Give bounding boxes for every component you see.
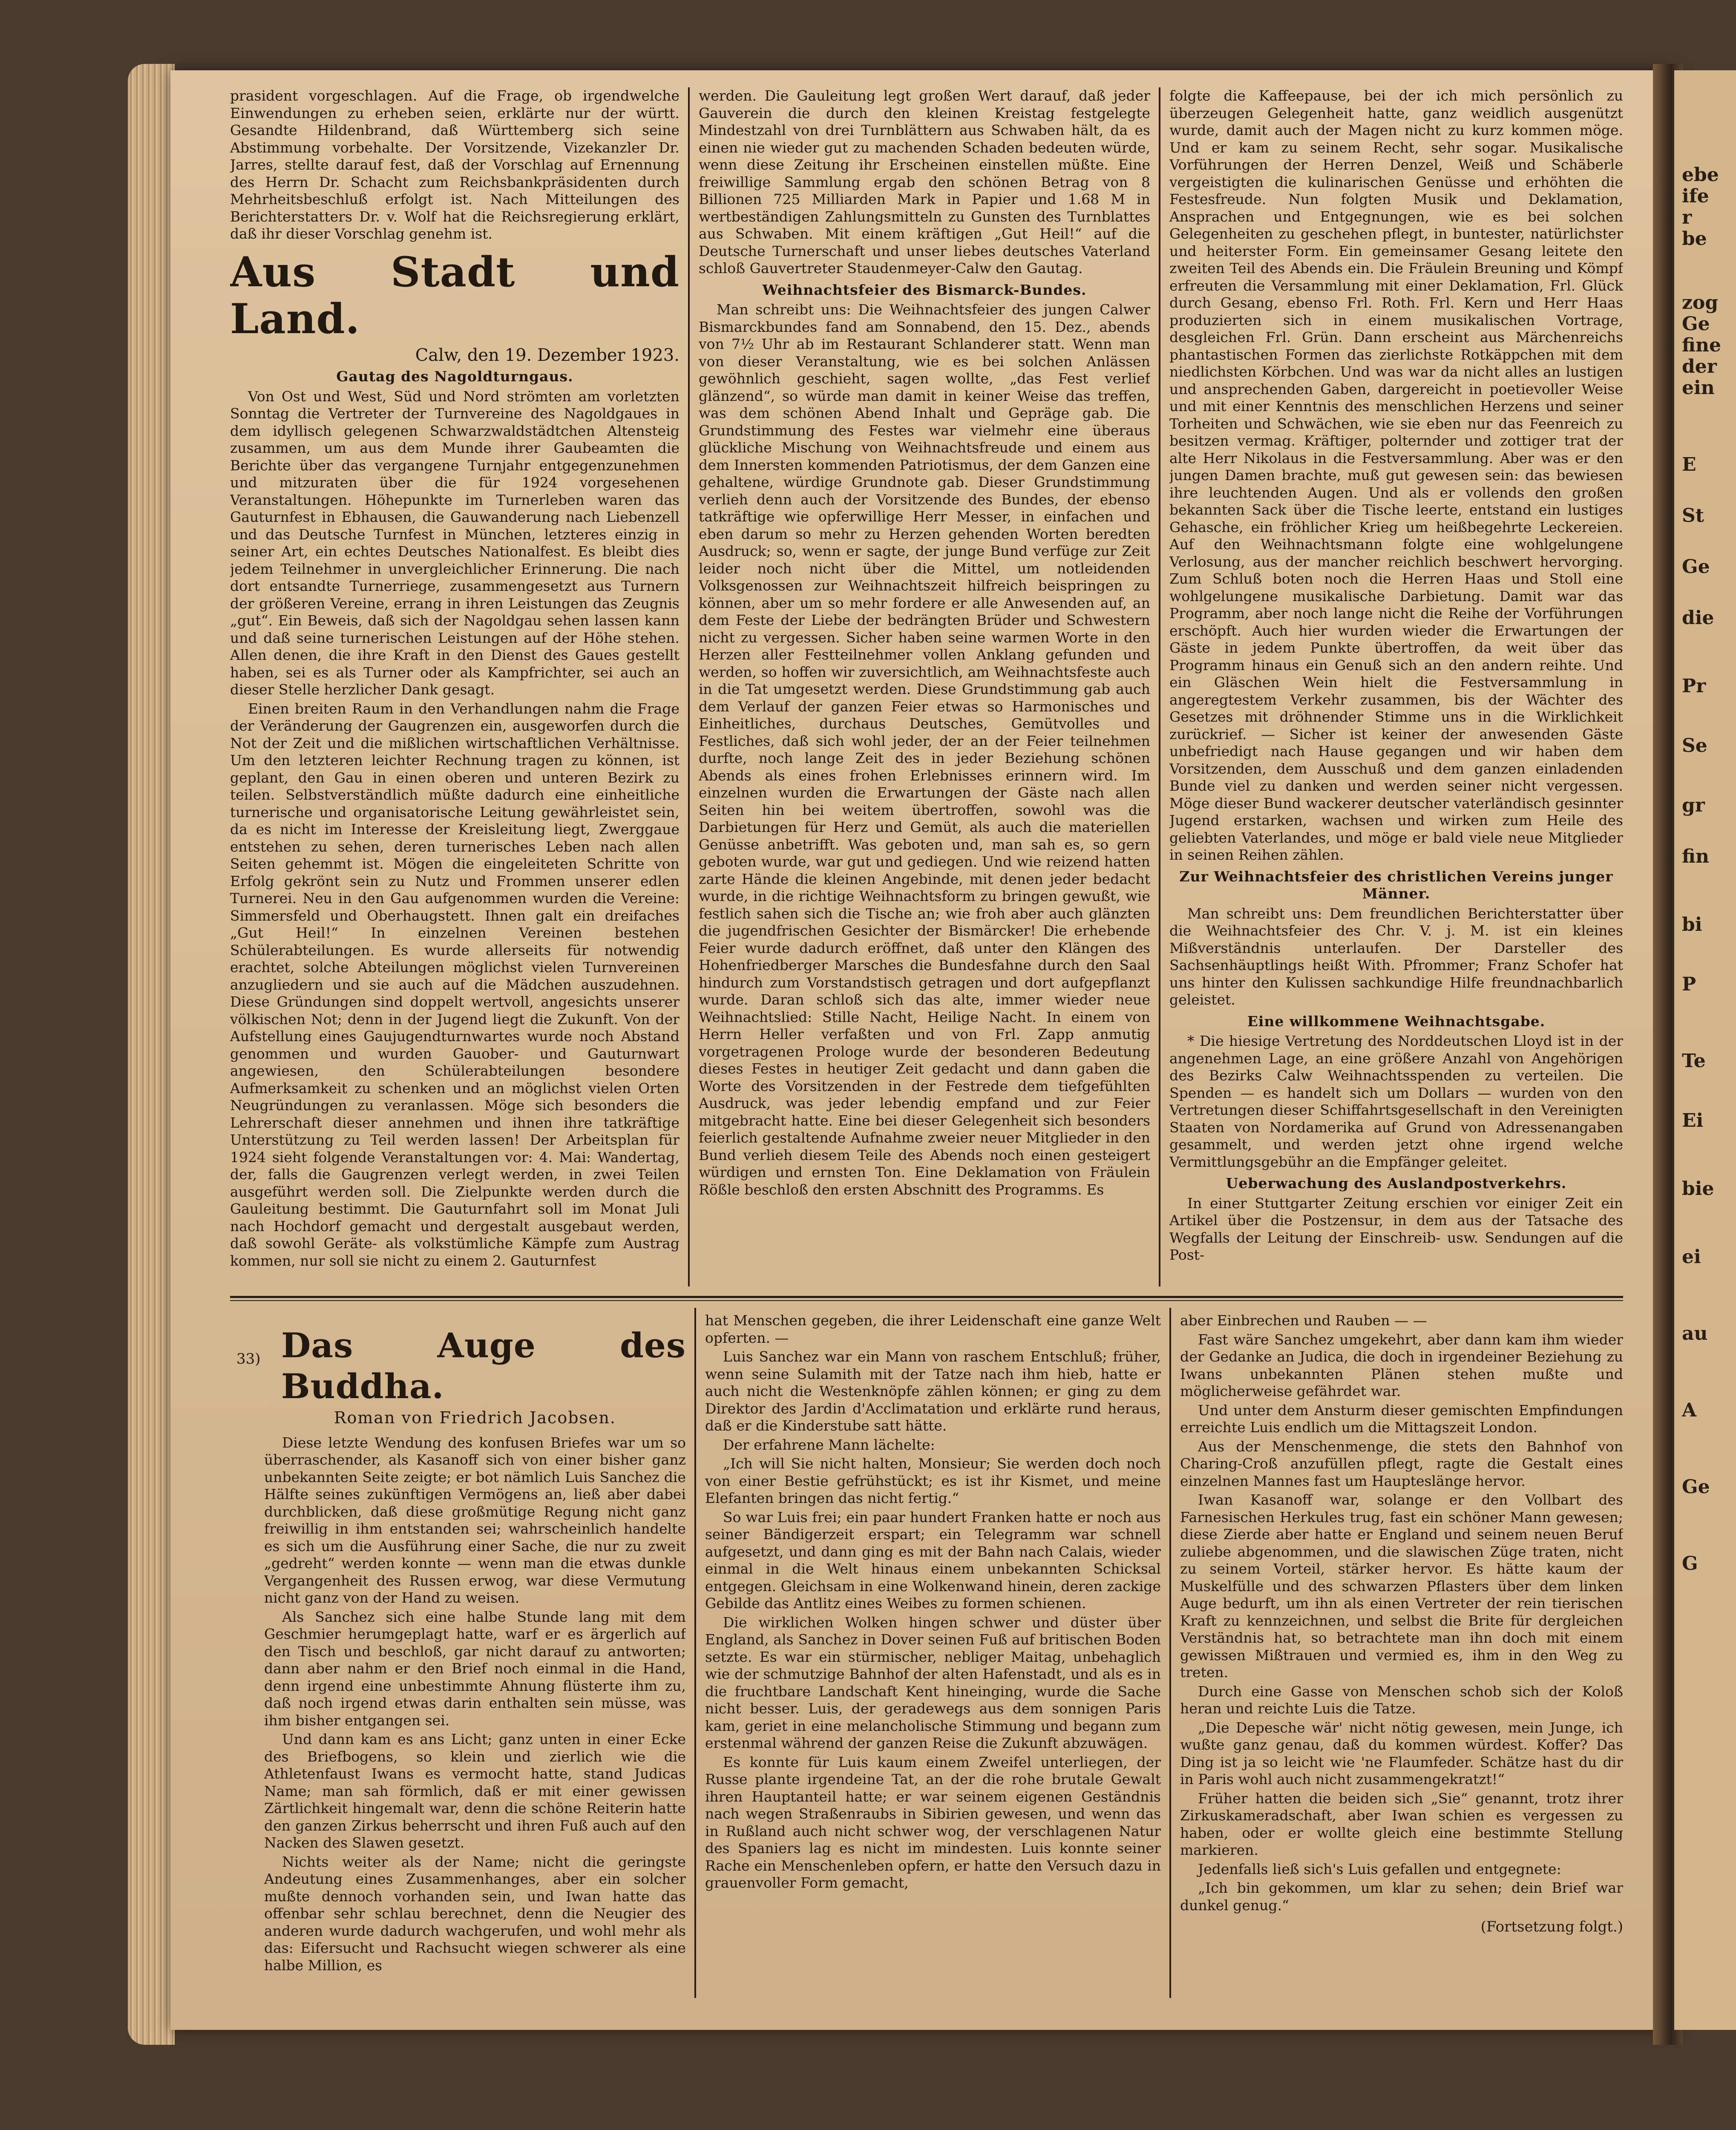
top-column-3 [1169, 87, 1623, 1291]
article-continuation: folgte die Kaffeepause, bei der ich mich persönlich zu überzeugen Gelegenheit hatte, ganz weidlich ausgenützt wurde, damit auch der Magen nicht zu kurz kommen möge. Und er kam zu seinem Recht, sehr sogar. Musikalische Vorführungen der Herren Denzel, Weiß und Schäberle vergeistigten die kulinarischen Genüsse und erhöhten die Festesfreude. Nun folgten Musik und Deklamation, Ansprachen und Entgegnungen, wie es bei solchen Gelegenheiten zu geschehen pflegt, in buntester, natürlichster und heiterster Form. Ein gemeinsamer Gesang leitete den zweiten Teil des Abends ein. Die Fräulein Breuning und Kömpf erfreuten die Versammlung mit einer Deklamation, Frl. Glück durch Gesang, ebenso Frl. Roth. Frl. Kern und Herr Haas produzierten sich in einem musikalischen Vortrage, desgleichen Frl. Grün. Dann erscheint aus Märchenreichs phantastischen Formen das zierlichste Rotkäppchen mit dem niedlichsten Körbchen. Und was war da nicht alles an lustigen und ansprechenden Gaben, dargereicht in poetievoller Weise und mit einer Kenntnis des menschlichen Herzens und seiner Torheiten und Schwächen, wie sie eben nur das Feenreich zu besitzen vermag. Kräftiger, polternder und zottiger trat der alte Herr Nikolaus in die Festversammlung. Aber was er den jungen Damen brachte, muß gut gewesen sein: das bewiesen ihre leuchtenden Augen. Und als er vollends den großen bekannten Sack über die Tische leerte, entstand ein lustiges Gehasche, ein fröhlicher Krieg um heißbegehrte Leckereien. Auf den Weihnachtsmann folgte eine wohlgelungene Verlosung, aus der mancher reichlich beschwert hervorging. Zum Schluß boten noch die Herren Haas und Stoll eine wohlgelungene musikalische Darbietung. Damit war das Programm, aber noch lange nicht die Reihe der Vorführungen erschöpft. Auch hier wurden wieder die Erwartungen der Gäste in jedem Punkte übertroffen, da weit über das Programm hinaus ein Genuß sich an den andern reihte. Und ein Gläschen Wein hielt die Festversammlung in angeregtestem Verkehr zusammen, bis der Wächter des Gesetzes mit dröhnender Stimme uns in die Wirklichkeit zurückrief. — Sicher ist keiner der anwesenden Gäste unbefriedigt nach Hause gegangen und wir haben dem Vorsitzenden, dem Ausschuß und dem ganzen einladenden Bunde viel zu danken und werden seiner nicht vergessen. Möge dieser Bund wackerer deutscher vaterländisch gesinnter Jugend erstarken, wachsen und wirken zum Heile des geliebten Vaterlandes, und möge er bald viele neue Mitglieder in seinen Reihen zählen. [1169, 87, 1623, 863]
novel-paragraph: Die wirklichen Wolken hingen schwer und düster über England, als Sanchez in Dover seinen Fuß auf britischen Boden setzte. Es war ein stürmischer, nebliger Maitag, unbehaglich wie der schmutzige Bahnhof der alten Hafenstadt, und als es in die fruchtbare Landschaft Kent hineinging, wurde die Sache nicht besser. Luis, der geradewegs aus dem sonnigen Paris kam, geriet in eine melancholische Stimmung und begann zum erstenmal während der ganzen Reise die Zukunft abzuwägen. [705, 1614, 1161, 1751]
next-page-text-fragment: bie [1682, 1178, 1714, 1200]
novel-paragraph: Als Sanchez sich eine halbe Stunde lang mit dem Geschmier herumgeplagt hatte, warf er es ärgerlich auf den Tisch und beschloß, gar nicht darauf zu antworten; dann aber nahm er den Brief noch einmal in die Hand, denn irgend eine unbestimmte Ahnung flüsterte ihm zu, daß noch irgend etwas darin enthalten sein müsse, was ihm bisher entgangen sei. [264, 1608, 686, 1729]
adjacent-page-fragment [1674, 70, 1736, 2030]
next-page-text-fragment: au [1682, 1323, 1708, 1344]
serial-column-3 [1180, 1312, 1623, 1998]
next-page-text-fragment: P [1682, 973, 1696, 995]
novel-paragraph: Luis Sanchez war ein Mann von raschem Entschluß; früher, wenn seine Sulamith mit der Tatze nach ihm hieb, hatte er auch nicht die Westenknöpfe zählen können; er ging zu dem Direktor des Jardin d'Acclimatation und erklärte rund heraus, daß er die Kinderstube satt hätte. [705, 1348, 1161, 1434]
next-page-text-fragment: ebe [1682, 164, 1719, 186]
novel-paragraph: Diese letzte Wendung des konfusen Briefes war um so überraschender, als Kasanoff sich von einer bisher ganz unbekannten Seite zeigte; er bot nämlich Luis Sanchez die Hälfte seines zukünftigen Vermögens an, ließ aber dabei durchblicken, daß diese großmütige Regung nicht ganz freiwillig in ihm entstanden sei; wahrscheinlich handelte es sich um die Ausführung einer Sache, die nur zu zweit „gedreht“ werden konnte — wenn man die etwas dunkle Vergangenheit des Russen erwog, war diese Vermutung nicht ganz von der Hand zu weisen. [264, 1434, 686, 1606]
novel-paragraph: „Ich bin gekommen, um klar zu sehen; dein Brief war dunkel genug.“ [1180, 1880, 1623, 1914]
novel-paragraph: „Die Depesche wär' nicht nötig gewesen, mein Junge, ich wußte ganz genau, daß du kommen würdest. Koffer? Das Ding ist ja so leicht wie 'ne Flaumfeder. Schätze hast du dir in Paris wohl auch nicht zusammengekratzt!“ [1180, 1719, 1623, 1787]
article-paragraph: Man schreibt uns: Dem freundlichen Berichterstatter über die Weihnachtsfeier des Chr. V. j. M. ist ein kleines Mißverständnis unterlaufen. Der Darsteller des Sachsenhäuptlings heißt With. Pfrommer; Franz Schofer hat uns hinter den Kulissen sachkundige Hilfe freundnachbarlich geleistet. [1169, 905, 1623, 1008]
next-page-text-fragment: ei [1682, 1246, 1701, 1268]
section-heading: Aus Stadt und Land. [230, 248, 679, 343]
continuation-note: (Fortsetzung folgt.) [1480, 1918, 1623, 1935]
novel-paragraph: hat Menschen gegeben, die ihrer Leidenschaft eine ganze Welt opferten. — [705, 1312, 1161, 1346]
next-page-text-fragment: Ei [1682, 1110, 1704, 1131]
novel-paragraph: Iwan Kasanoff war, solange er den Vollbart des Farnesischen Herkules trug, fast ein schöner Mann gewesen; diese Zierde aber hatte er England und seinem neuen Beruf zuliebe abgenommen, und die slawischen Züge traten, nicht zu seinem Vorteil, stärker hervor. Es hätte kaum der Muskelfülle und des schwarzen Pflasters über dem linken Auge bedurft, um ihn als einen Vertreter der rein tierischen Kraft zu kennzeichnen, und selbst die Brite für dergleichen Verständnis hat, so betrachtete man ihn doch mit einem gewissen Mißtrauen und vermied es, ihm in den Weg zu treten. [1180, 1491, 1623, 1681]
top-column-1 [230, 87, 679, 1291]
novel-paragraph: Früher hatten die beiden sich „Sie“ genannt, trotz ihrer Zirkuskameradschaft, aber Iwan schien es vergessen zu haben, oder er wollte gleich eine bestimmte Stellung markieren. [1180, 1790, 1623, 1858]
article-paragraph: Einen breiten Raum in den Verhandlungen nahm die Frage der Veränderung der Gaugrenzen ein, ausgeworfen durch die Not der Zeit und die mißlichen wirtschaftlichen Verhältnisse. Um den letzteren leichter Rechnung tragen zu können, ist geplant, den Gau in einen oberen und unteren Bezirk zu teilen. Selbstverständlich müßte dadurch eine einheitliche turnerische und organisatorische Leitung gewährleistet sein, da es nicht im Interesse der Kreisleitung liegt, Zwerggaue entstehen zu sehen, deren turnerisches Leben nach allen Seiten gehemmt ist. Mögen die eingeleiteten Schritte von Erfolg gekrönt sein zu Nutz und Frommen unserer edlen Turnerei. Neu in den Gau aufgenommen wurden die Vereine: Simmersfeld und Oberhaugstett. Ihnen galt ein dreifaches „Gut Heil!“ In einzelnen Vereinen bestehen Schülerabteilungen. Es wurde allerseits für notwendig erachtet, solche Abteilungen möglichst vielen Turnvereinen anzugliedern und sie auch auf die Mädchen auszudehnen. Diese Gründungen sind doppelt wertvoll, angesichts unserer völkischen Not; denn in der Jugend liegt die Zukunft. Von der Aufstellung eines Gaujugendturnwartes wurde noch Abstand genommen und wurden Gauober- und Gauturnwart angewiesen, den Schülerabteilungen besondere Aufmerksamkeit zu schenken und an möglichst vielen Orten Neugründungen zu veranlassen. Möge sich besonders die Lehrerschaft dieser annehmen und ihnen ihre tatkräftige Unterstützung zu Teil werden lassen! Der Arbeitsplan für 1924 sieht folgende Veranstaltungen vor: 4. Mai: Wandertag, der, falls die Gaugrenzen verlegt werden, in zwei Teilen ausgeführt werden soll. Die Zielpunkte werden durch die Gauleitung bestimmt. Die Gauturnfahrt soll im Monat Juli nach Hochdorf gemacht und dergestalt ausgebaut werden, daß sowohl Geräte- als volkstümliche Kämpfe zum Austrag kommen, nur soll sie nicht zu einem 2. Gauturnfest [230, 700, 679, 1269]
next-page-text-fragment: bi [1682, 914, 1702, 935]
novel-paragraph: So war Luis frei; ein paar hundert Franken hatte er noch aus seiner Bändigerzeit erspart; ein Telegramm war schnell aufgesetzt, und dann ging es mit der Bahn nach Calais, wieder einmal in die Welt hinaus einem unbekannten Schicksal entgegen. Gleichsam in eine Wolkenwand hinein, deren zackige Gebilde das Antlitz eines Weibes zu formen schienen. [705, 1508, 1161, 1612]
dateline: Calw, den 19. Dezember 1923. [415, 345, 679, 365]
serial-column-1 [264, 1312, 686, 1998]
article-subheading: Gautag des Nagoldturngaus. [336, 368, 573, 385]
serial-number: 33) [236, 1350, 261, 1367]
next-page-text-fragment: die [1682, 607, 1714, 629]
column-rule-1 [688, 87, 690, 1287]
next-page-text-fragment: Te [1682, 1050, 1706, 1072]
novel-paragraph: Der erfahrene Mann lächelte: [723, 1436, 935, 1453]
article-subheading: Weihnachtsfeier des Bismarck-Bundes. [762, 281, 1087, 298]
next-page-text-fragment: G [1682, 1553, 1698, 1574]
next-page-text-fragment: r [1682, 207, 1692, 228]
next-page-text-fragment: ife [1682, 185, 1709, 207]
next-page-text-fragment: ein [1682, 377, 1715, 399]
next-page-text-fragment: Ge [1682, 313, 1710, 335]
article-subheading: Ueberwachung des Auslandpostverkehrs. [1226, 1175, 1567, 1192]
next-page-text-fragment: gr [1682, 794, 1705, 816]
article-paragraph: * Die hiesige Vertretung des Norddeutschen Lloyd ist in der angenehmen Lage, an eine größere Anzahl von Angehörigen des Bezirks Calw Weihnachtsspenden zu verteilen. Die Spenden — es handelt sich um Dollars — wurden von den Vertretungen dieser Schiffahrtsgesellschaft in den Vereinigten Staaten von Nordamerika auf Grund von Adressenangaben gesammelt, und werden jetzt ohne irgend welche Vermittlungsgebühr an die Empfänger geleitet. [1169, 1033, 1623, 1170]
article-continuation: prasident vorgeschlagen. Auf die Frage, ob irgendwelche Einwendungen zu erheben seien, erklärte nur der württ. Gesandte Hildenbrand, daß Württemberg sich seine Abstimmung vorbehalte. Der Vorsitzende, Vizekanzler Dr. Jarres, stellte darauf fest, daß der Vorschlag auf Ernennung des Herrn Dr. Schacht zum Reichsbankpräsidenten durch Mehrheitsbeschluß erfolgt ist. Nach Mitteilungen des Berichterstatters Dr. v. Wolf hat die Reichsregierung erklärt, daß ihr dieser Vorschlag genehm ist. [230, 87, 679, 242]
novel-paragraph: aber Einbrechen und Rauben — — [1180, 1312, 1427, 1329]
section-rule [230, 1296, 1623, 1298]
top-column-2 [699, 87, 1150, 1291]
next-page-text-fragment: Se [1682, 735, 1707, 757]
next-page-text-fragment: fin [1682, 846, 1709, 867]
next-page-text-fragment: Ge [1682, 556, 1710, 578]
article-continuation: werden. Die Gauleitung legt großen Wert darauf, daß jeder Gauverein die durch den kleinen Kreistag festgelegte Mindestzahl von drei Turnblättern aus Schwaben hält, da es einen nie wieder gut zu machenden Schaden bedeuten würde, wenn diese Zeitung ihr Erscheinen einstellen müßte. Eine freiwillige Sammlung ergab den schönen Betrag von 8 Billionen 725 Milliarden Mark in Papier und 1.68 M in wertbeständigen Zahlungsmitteln zu Gunsten des Turnblattes aus Schwaben. Mit einem kräftigen „Gut Heil!“ auf die Deutsche Turnerschaft und unser liebes deutsches Vaterland schloß Gauvertreter Staudenmeyer-Calw den Gautag. [699, 87, 1150, 276]
serial-column-2 [705, 1312, 1161, 1998]
serial-title: Das Auge des Buddha. [281, 1325, 686, 1406]
novel-paragraph: Jedenfalls ließ sich's Luis gefallen und entgegnete: [1198, 1860, 1561, 1877]
novel-paragraph: Es konnte für Luis kaum einem Zweifel unterliegen, der Russe plante irgendeine Tat, an der die rohe brutale Gewalt ihren Hauptanteil hatte; er war seinem eigenen Geständnis nach wegen Straßenraubs in Sibirien gewesen, und wenn das in Rußland auch nicht schwer wog, der verschlagenen Natur des Spaniers lag es nicht im mindesten. Luis konnte seiner Rache ein Menschenleben opfern, er hatte den Versuch dazu in grauenvoller Form gemacht, [705, 1753, 1161, 1891]
novel-paragraph: Und unter dem Ansturm dieser gemischten Empfindungen erreichte Luis endlich um die Mittagszeit London. [1180, 1402, 1623, 1436]
article-paragraph: Von Ost und West, Süd und Nord strömten am vorletzten Sonntag die Vertreter der Turnvereine des Nagoldgaues in dem idyllisch gelegenen Schwarzwaldstädtchen Altensteig zusammen, um aus dem Munde ihrer Gaubeamten die Berichte über das vergangene Turnjahr entgegenzunehmen und mitzuraten über die für 1924 vorgesehenen Veranstaltungen. Höhepunkte im Turnerleben waren das Gauturnfest in Ebhausen, die Gauwanderung nach Liebenzell und das Deutsche Turnfest in München, letzteres einzig in seiner Art, ein echtes Deutsches Nationalfest. Es bleibt dies jedem Teilnehmer in unvergleichlicher Erinnerung. Die nach dort entsandte Turnerriege, zusammengesetzt aus Turnern der größeren Vereine, errang in ihren Leistungen das Zeugnis „gut“. Ein Beweis, daß sich der Nagoldgau sehen lassen kann und daß seine turnerischen Leistungen auf der Höhe stehen. Allen denen, die ihre Kraft in den Dienst des Gaues gestellt haben, sei es als Turner oder als Kampfrichter, sei auch an dieser Stelle herzlicher Dank gesagt. [230, 388, 679, 698]
next-page-text-fragment: St [1682, 505, 1704, 527]
next-page-text-fragment: A [1682, 1399, 1697, 1421]
next-page-text-fragment: E [1682, 454, 1696, 475]
article-paragraph: In einer Stuttgarter Zeitung erschien vor einiger Zeit ein Artikel über die Postzensur, in dem aus der Tatsache des Wegfalls der Leitung der Einschreib- usw. Sendungen auf die Post- [1169, 1195, 1623, 1263]
column-rule-4 [1169, 1308, 1171, 1998]
article-subheading: Eine willkommene Weihnachtsgabe. [1247, 1013, 1546, 1030]
novel-paragraph: Und dann kam es ans Licht; ganz unten in einer Ecke des Briefbogens, so klein und zierlich wie die Athletenfaust Iwans es vermocht hatte, stand Judicas Name; man sah förmlich, daß er mit einer gewissen Zärtlichkeit hingemalt war, denn die schöne Reiterin hatte den ganzen Zirkus beherrscht und ihren Fuß auch auf den Nacken des Slawen gesetzt. [264, 1731, 686, 1851]
next-page-text-fragment: der [1682, 356, 1717, 377]
novel-paragraph: Aus der Menschenmenge, die stets den Bahnhof von Charing-Croß anzufüllen pflegt, ragte die Gestalt eines einzelnen Mannes fast um Haupteslänge hervor. [1180, 1438, 1623, 1489]
novel-paragraph: „Ich will Sie nicht halten, Monsieur; Sie werden doch noch von einer Bestie gefrühstückt; es ist ihr Kismet, und meine Elefanten bringen das nicht fertig.“ [705, 1455, 1161, 1506]
novel-paragraph: Durch eine Gasse von Menschen schob sich der Koloß heran und reichte Luis die Tatze. [1180, 1683, 1623, 1717]
article-paragraph: Man schreibt uns: Die Weihnachtsfeier des jungen Calwer Bismarckbundes fand am Sonnabend, den 15. Dez., abends von 7½ Uhr ab im Restaurant Schlanderer statt. Wenn man von dieser Veranstaltung, wie es bei solchen Anlässen gewöhnlich geschieht, sagen wollte, „das Fest verlief glänzend“, so würde man damit in keiner Weise das treffen, was dem schönen Abend Inhalt und Gepräge gab. Die Grundstimmung des Festes war vielmehr eine überaus glückliche Mischung von Weihnachtsfreude und einem aus dem Innersten kommenden Patriotismus, der dem Ganzen eine gehaltene, würdige Grundnote gab. Dieser Grundstimmung verlieh denn auch der Vorsitzende des Bundes, der ebenso tatkräftige wie opferwillige Herr Messer, in einfachen und eben darum so mehr zu Herzen gehenden Worten beredten Ausdruck; so, wenn er sagte, der junge Bund verfüge zur Zeit leider noch nicht über die Mittel, um notleidenden Volksgenossen zur Weihnachtszeit hilfreich beispringen zu können, aber um so mehr fordere er alle Anwesenden auf, an dem Feste der Liebe der bedrängten Brüder und Schwestern nicht zu vergessen. Sicher haben seine warmen Worte in den Herzen aller Festteilnehmer vollen Anklang gefunden und werden, so hoffen wir zuversichtlich, am Weihnachtsfeste auch in die Tat umgesetzt werden. Diese Grundstimmung gab auch dem Verlauf der ganzen Feier etwas so Harmonisches und Einheitliches, durchaus Deutsches, Gemütvolles und Festliches, daß sich wohl jeder, der an der Feier teilnehmen durfte, noch lange Zeit des in jeder Beziehung schönen Abends als eines frohen Erlebnisses erinnern wird. Im einzelnen wurden die Erwartungen der Gäste nach allen Seiten hin bei weitem übertroffen, sowohl was die Darbietungen für Herz und Gemüt, als auch die materiellen Genüsse anbetrifft. Was geboten und, man sah es, so gern geboten wurde, war gut und gediegen. Und wie reizend hatten zarte Hände die kleinen Angebinde, mit denen jeder bedacht wurde, in die richtige Weihnachtsform zu bringen gewußt, wie festlich sahen sich die Tische an; wie froh aber auch glänzten die jugendfrischen Gesichter der Bismärcker! Die erhebende Feier wurde dadurch eröffnet, daß unter den Klängen des Hohenfriedberger Marsches die Bundesfahne durch den Saal hindurch zum Vorstandstisch getragen und dort aufgepflanzt wurde. Daran schloß sich das alte, immer wieder neue Weihnachtslied: Stille Nacht, Heilige Nacht. In einem von Herrn Heller verfaßten und von Frl. Zapp anmutig vorgetragenen Prologe wurde der besonderen Bedeutung dieses Festes in heutiger Zeit gedacht und dann gaben die Worte des Vorsitzenden in der Festrede dem tiefgefühlten Ausdruck, was jeder lebendig empfand und zur Feier mitgebracht hatte. Eine bei dieser Gelegenheit sich besonders feierlich gestaltende Aufnahme zweier neuer Mitglieder in den Bund verlieh diesem Teile des Abends noch einen gesteigert würdigen und ernsten Ton. Eine Deklamation von Fräulein Rößle beschloß den ersten Abschnitt des Programms. Es [699, 301, 1150, 1198]
column-rule-3 [694, 1308, 696, 1998]
next-page-text-fragment: zog [1682, 292, 1719, 314]
serial-byline: Roman von Friedrich Jacobsen. [334, 1408, 616, 1427]
next-page-text-fragment: be [1682, 228, 1707, 250]
novel-paragraph: Fast wäre Sanchez umgekehrt, aber dann kam ihm wieder der Gedanke an Judica, die doch in irgendeiner Beziehung zu Iwans unbekannten Plänen stehen mußte und möglicherweise gefährdet war. [1180, 1331, 1623, 1399]
next-page-text-fragment: fine [1682, 334, 1721, 356]
column-rule-2 [1159, 87, 1160, 1287]
section-rule-thin [230, 1300, 1623, 1301]
book-page-edges [128, 64, 175, 2045]
novel-paragraph: Nichts weiter als der Name; nicht die geringste Andeutung eines Zusammenhanges, aber ein solcher mußte dennoch vorhanden sein, und Iwan hatte das offenbar sehr schlau berechnet, denn die Neugier des anderen wurde dadurch wachgerufen, und wohl mehr als das: Eifersucht und Rachsucht wiegen schwerer als eine halbe Million, es [264, 1853, 686, 1974]
next-page-text-fragment: Ge [1682, 1476, 1710, 1498]
next-page-text-fragment: Pr [1682, 675, 1706, 697]
article-subheading: Zur Weihnachtsfeier des christlichen Vereins junger Männer. [1179, 868, 1613, 902]
